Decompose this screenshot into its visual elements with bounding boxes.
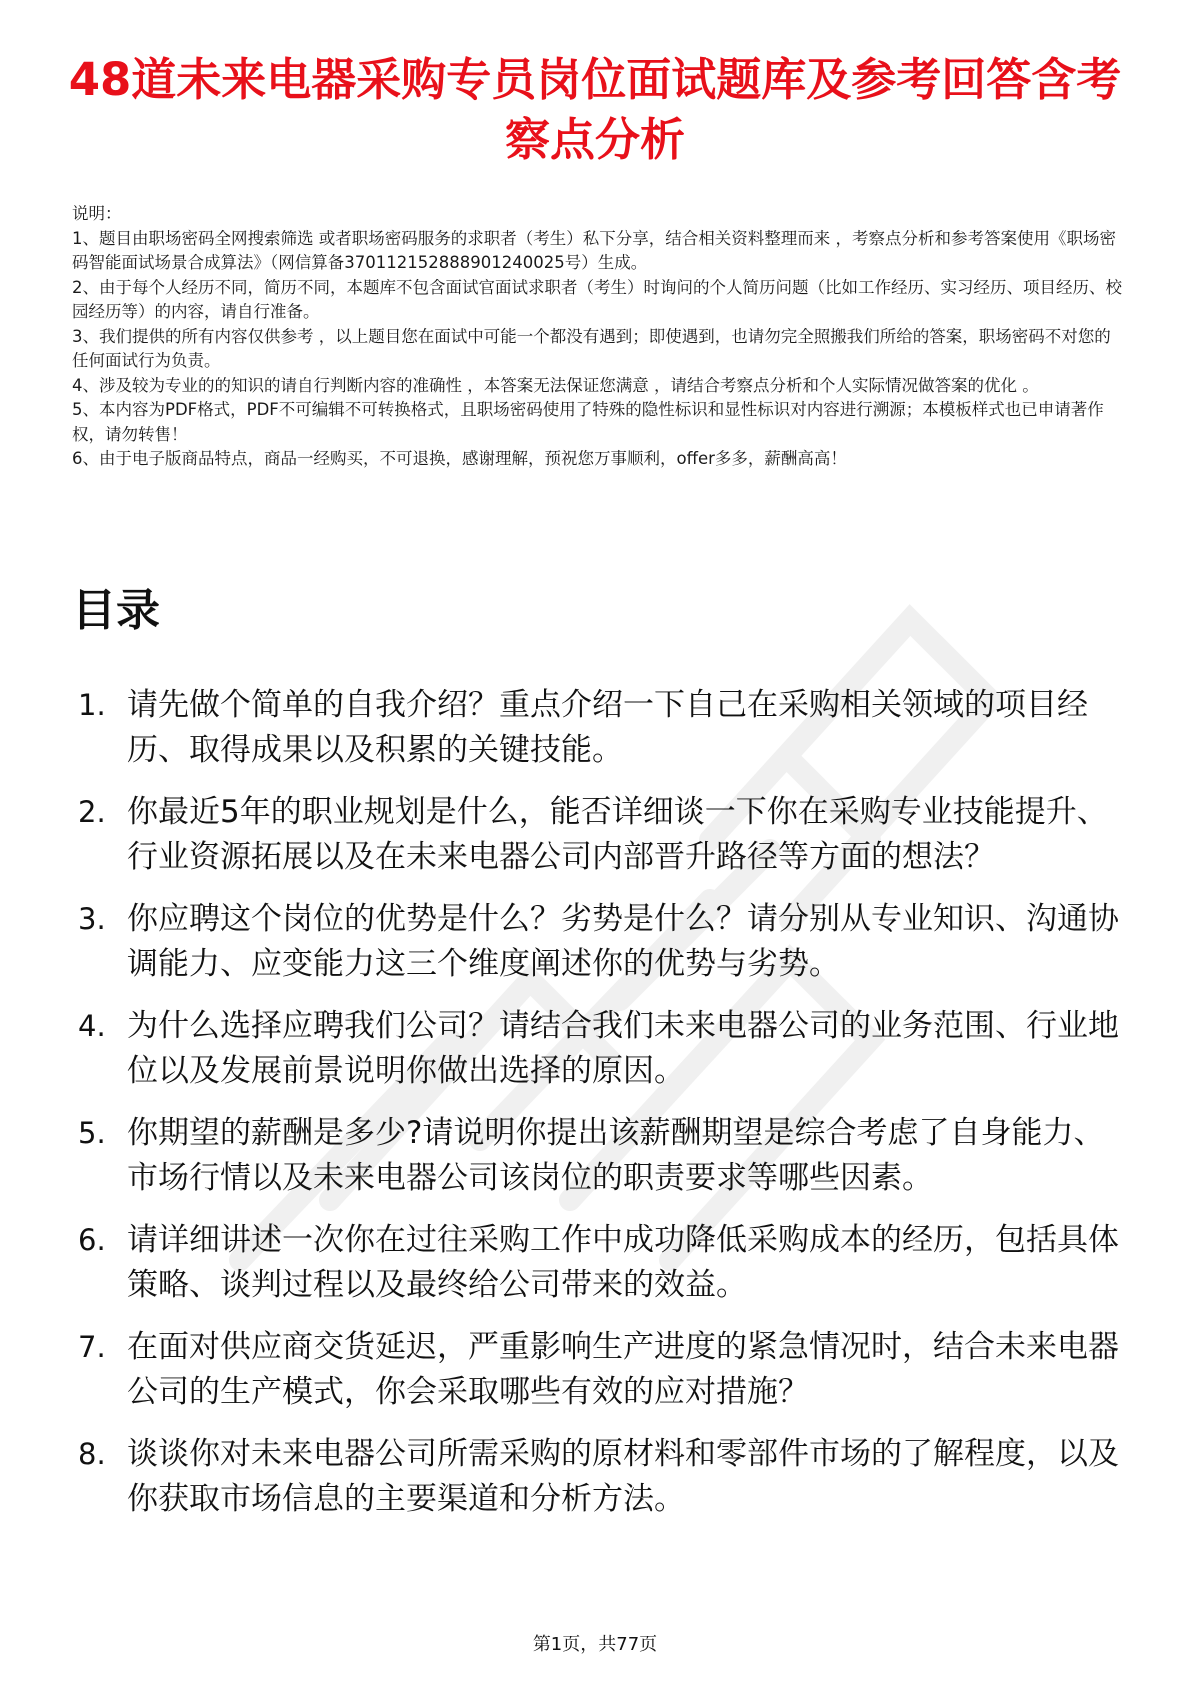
toc-question[interactable]: 你最近5年的职业规划是什么，能否详细谈一下你在采购专业技能提升、行业资源拓展以及在未来电器公司内部晋升路径等方面的想法？ bbox=[127, 794, 1108, 875]
toc-number: 2. bbox=[78, 795, 106, 829]
toc-number: 1. bbox=[78, 688, 106, 722]
table-of-contents bbox=[72, 683, 1132, 1539]
note-item: 2、由于每个人经历不同，简历不同，本题库不包含面试官面试求职者（考生）时询问的个人简历问题（比如工作经历、实习经历、项目经历、校园经历等）的内容，请自行准备。 bbox=[72, 277, 1122, 321]
toc-item-3[interactable] bbox=[72, 897, 1132, 986]
toc-number: 8. bbox=[78, 1437, 106, 1471]
toc-number: 3. bbox=[78, 902, 106, 936]
toc-heading: 目录 bbox=[72, 585, 160, 636]
toc-question[interactable]: 谈谈你对未来电器公司所需采购的原材料和零部件市场的了解程度，以及你获取市场信息的主要渠道和分析方法。 bbox=[127, 1436, 1119, 1517]
note-item: 6、由于电子版商品特点，商品一经购买，不可退换，感谢理解，预祝您万事顺利，offer多多，薪酬高高！ bbox=[72, 449, 847, 468]
toc-item-6[interactable] bbox=[72, 1218, 1132, 1307]
toc-question[interactable]: 你期望的薪酬是多少?请说明你提出该薪酬期望是综合考虑了自身能力、市场行情以及未来电器公司该岗位的职责要求等哪些因素。 bbox=[127, 1115, 1105, 1196]
toc-number: 7. bbox=[78, 1330, 106, 1364]
toc-question[interactable]: 在面对供应商交货延迟，严重影响生产进度的紧急情况时，结合未来电器公司的生产模式，你会采取哪些有效的应对措施？ bbox=[127, 1329, 1119, 1410]
toc-item-4[interactable] bbox=[72, 1004, 1132, 1093]
toc-item-5[interactable] bbox=[72, 1111, 1132, 1200]
disclaimer-notes bbox=[72, 202, 1122, 472]
toc-question[interactable]: 你应聘这个岗位的优势是什么？劣势是什么？请分别从专业知识、沟通协调能力、应变能力这三个维度阐述你的优势与劣势。 bbox=[127, 901, 1119, 982]
toc-question[interactable]: 请详细讲述一次你在过往采购工作中成功降低采购成本的经历，包括具体策略、谈判过程以及最终给公司带来的效益。 bbox=[127, 1222, 1119, 1303]
note-item: 3、我们提供的所有内容仅供参考 ，以上题目您在面试中可能一个都没有遇到；即使遇到，也请勿完全照搬我们所给的答案，职场密码不对您的任何面试行为负责。 bbox=[72, 326, 1111, 370]
toc-item-1[interactable] bbox=[72, 683, 1132, 772]
note-item: 5、本内容为PDF格式，PDF不可编辑不可转换格式，且职场密码使用了特殊的隐性标识和显性标识对内容进行溯源；本模板样式也已申请著作权，请勿转售！ bbox=[72, 400, 1104, 444]
toc-item-7[interactable] bbox=[72, 1325, 1132, 1414]
toc-item-2[interactable] bbox=[72, 790, 1132, 879]
notes-label: 说明： bbox=[72, 204, 122, 223]
note-item: 4、涉及较为专业的的知识的请自行判断内容的准确性 ，本答案无法保证您满意 ，请结合考察点分析和个人实际情况做答案的优化 。 bbox=[72, 375, 1039, 395]
toc-number: 5. bbox=[78, 1116, 106, 1150]
toc-number: 6. bbox=[78, 1223, 106, 1257]
page-footer: 第1页，共77页 bbox=[532, 1634, 658, 1655]
toc-number: 4. bbox=[78, 1009, 106, 1043]
toc-question[interactable]: 为什么选择应聘我们公司？请结合我们未来电器公司的业务范围、行业地位以及发展前景说明你做出选择的原因。 bbox=[127, 1008, 1119, 1089]
toc-question[interactable]: 请先做个简单的自我介绍？重点介绍一下自己在采购相关领域的项目经历、取得成果以及积累的关键技能。 bbox=[127, 687, 1088, 768]
toc-item-8[interactable] bbox=[72, 1432, 1132, 1521]
note-item: 1、题目由职场密码全网搜索筛选 或者职场密码服务的求职者（考生）私下分享，结合相关资料整理而来 ，考察点分析和参考答案使用《职场密码智能面试场景合成算法》（网信算备370112152888901240025号）生成。 bbox=[72, 228, 1116, 272]
document-title: 48道未来电器采购专员岗位面试题库及参考回答含考察点分析 bbox=[68, 53, 1122, 166]
